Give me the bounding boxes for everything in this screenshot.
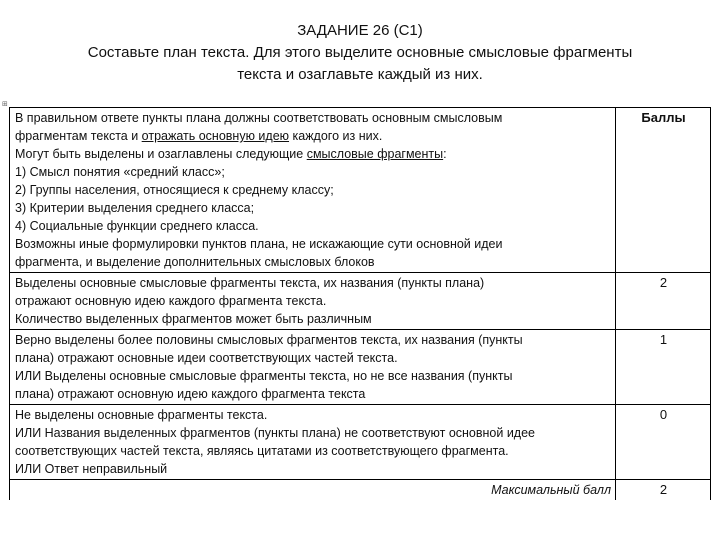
plan-item-4: 4) Социальные функции среднего класса. <box>15 219 259 233</box>
criterion-cell <box>10 405 616 480</box>
criterion-cell <box>10 330 616 405</box>
criterion-cell <box>10 273 616 330</box>
table-row <box>10 273 711 330</box>
table-row-intro <box>10 108 711 273</box>
max-score-value: 2 <box>616 480 711 501</box>
criterion-line: плана) отражают основные идеи соответствующих частей текста. <box>15 351 398 365</box>
intro-cell <box>10 108 616 273</box>
score-cell: 2 <box>616 273 711 330</box>
intro-line: фрагмента, и выделение дополнительных смысловых блоков <box>15 255 375 269</box>
criterion-line: Не выделены основные фрагменты текста. <box>15 408 268 422</box>
underlined-semantic-fragments: смысловые фрагменты <box>306 147 444 161</box>
criterion-line: Количество выделенных фрагментов может быть различным <box>15 312 372 326</box>
max-score-label: Максимальный балл <box>10 480 616 501</box>
table-row <box>10 405 711 480</box>
score-cell: 1 <box>616 330 711 405</box>
criterion-line: отражают основную идею каждого фрагмента текста. <box>15 294 327 308</box>
underlined-main-idea: отражать основную идею <box>141 129 290 143</box>
task-title: ЗАДАНИЕ 26 (С1) <box>297 22 423 39</box>
table-row-max <box>10 480 711 501</box>
criterion-line: ИЛИ Ответ неправильный <box>15 462 168 476</box>
table-row <box>10 330 711 405</box>
criterion-line: Выделены основные смысловые фрагменты текста, их названия (пункты плана) <box>15 276 485 290</box>
task-instruction-line-2: текста и озаглавьте каждый из них. <box>237 66 483 83</box>
score-header: Баллы <box>616 108 711 273</box>
plan-item-2: 2) Группы населения, относящиеся к среднему классу; <box>15 183 334 197</box>
criterion-line: соответствующих частей текста, являясь цитатами из соответствующего фрагмента. <box>15 444 509 458</box>
criteria-table <box>9 107 711 500</box>
criterion-line: Верно выделены более половины смысловых фрагментов текста, их названия (пункты <box>15 333 523 347</box>
score-cell: 0 <box>616 405 711 480</box>
intro-line: Возможны иные формулировки пунктов плана, не искажающие сути основной идеи <box>15 237 503 251</box>
criterion-line: ИЛИ Выделены основные смысловые фрагменты текста, но не все названия (пункты <box>15 369 513 383</box>
intro-line: фрагментам текста и отражать основную идею каждого из них. <box>15 129 383 143</box>
task-header <box>0 20 720 86</box>
plan-item-3: 3) Критерии выделения среднего класса; <box>15 201 255 215</box>
criterion-line: ИЛИ Названия выделенных фрагментов (пункты плана) не соответствуют основной идее <box>15 426 536 440</box>
task-instruction-line-1: Составьте план текста. Для этого выделите основные смысловые фрагменты <box>87 44 633 61</box>
criterion-line: плана) отражают основную идею каждого фрагмента текста <box>15 387 366 401</box>
intro-line: В правильном ответе пункты плана должны соответствовать основным смысловым <box>15 111 503 125</box>
intro-line: Могут быть выделены и озаглавлены следующие смысловые фрагменты: <box>15 147 447 161</box>
table-move-handle-icon[interactable]: ⊞ <box>2 100 8 108</box>
plan-item-1: 1) Смысл понятия «средний класс»; <box>15 165 225 179</box>
